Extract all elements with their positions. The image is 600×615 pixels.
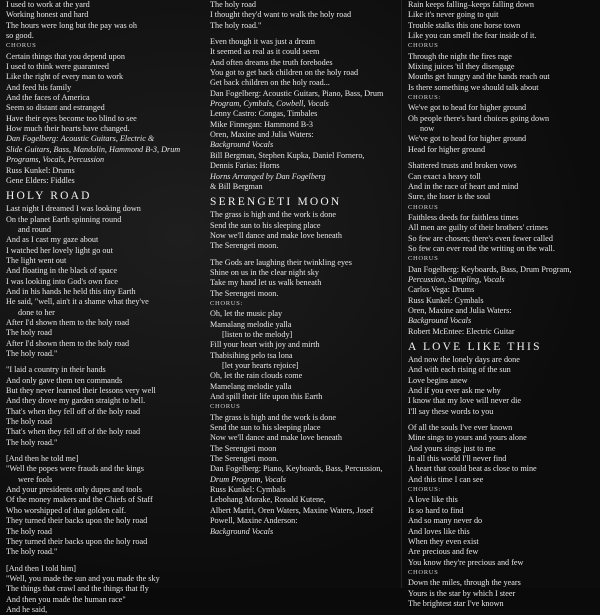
lyric-line: Dan Fogelberg: Keyboards, Bass, Drum Program, xyxy=(408,264,572,274)
lyric-line: It seemed as real as it could seem xyxy=(210,47,320,57)
lyric-line: He said, "well, ain't it a shame what they've xyxy=(6,297,149,307)
lyric-line: A heart that could beat as close to mine xyxy=(408,464,537,474)
lyric-line: Russ Kunkel: Drums xyxy=(6,165,75,175)
lyric-line: Get back children on the holy road... xyxy=(210,78,330,88)
lyric-line: How much their hearts have changed. xyxy=(6,124,130,134)
credit-line: Drum Program, Vocals xyxy=(210,474,286,484)
credit-line: Program, Cymbals, Cowbell, Vocals xyxy=(210,99,329,109)
lyric-line: Now we'll dance and make love beneath xyxy=(210,230,342,240)
lyric-line: Mamalang melodie yalla xyxy=(210,319,292,329)
lyric-line: Take my hand let us walk beneath xyxy=(210,278,322,288)
lyric-line: And often dreams the truth forebodes xyxy=(210,57,333,67)
lyric-line: Dan Fogelberg: Acoustic Guitars, Piano, Bass, Drum xyxy=(210,88,384,98)
credit-line: Horns Arranged by Dan Fogelberg xyxy=(210,171,326,181)
lyric-line-indented: and round xyxy=(18,224,51,234)
lyric-line: And with each rising of the sun xyxy=(408,365,511,375)
lyric-line: Now we'll dance and make love beneath xyxy=(210,433,342,443)
lyrics-column-3 xyxy=(408,0,596,608)
lyric-line: When they even exist xyxy=(408,536,479,546)
lyric-line: The grass is high and the work is done xyxy=(210,412,336,422)
chorus-label: CHORUS xyxy=(210,403,241,411)
lyric-line: The Serengeti moon. xyxy=(210,454,279,464)
lyric-line: The holy road xyxy=(6,526,52,536)
chorus-label: CHORUS: xyxy=(408,94,441,102)
lyric-line: Of the money makers and the Chiefs of Staff xyxy=(6,495,153,505)
lyric-line: Send the sun to his sleeping place xyxy=(210,423,321,433)
lyric-line: The grass is high and the work is done xyxy=(210,210,336,220)
lyric-line: And they drove my garden straight to hell. xyxy=(6,396,146,406)
lyric-line: The hours were long but the pay was oh xyxy=(6,20,137,30)
lyric-line: Shine on us in the clear night sky xyxy=(210,267,319,277)
lyric-line: Like it's never going to quit xyxy=(408,10,499,20)
song-title: A LOVE LIKE THIS xyxy=(408,341,542,353)
lyric-line: I used to work at the yard xyxy=(6,0,90,9)
lyric-line: The Gods are laughing their twinkling eyes xyxy=(210,257,352,267)
lyric-line: Who worshipped of that golden calf. xyxy=(6,505,127,515)
lyric-line: Dan Fogelberg: Piano, Keyboards, Bass, Percussion, xyxy=(210,464,383,474)
lyric-line-indented: [let your hearts rejoice] xyxy=(222,361,299,370)
lyric-line: "Well, you made the sun and you made the sky xyxy=(6,573,160,583)
lyric-line-indented: done to her xyxy=(18,307,55,317)
lyrics-column-2 xyxy=(210,0,400,588)
lyric-line: You know they're precious and few xyxy=(408,557,524,567)
lyric-line: A love like this xyxy=(408,495,458,505)
lyric-line: Have their eyes become too blind to see xyxy=(6,113,137,123)
lyric-line: And then you made the human race" xyxy=(6,594,126,604)
lyric-line: Gene Elders: Fiddles xyxy=(6,175,75,185)
lyric-line: Is there something we should talk about xyxy=(408,82,539,92)
lyric-line: Is so hard to find xyxy=(408,505,464,515)
lyric-line: Oh people there's hard choices going down xyxy=(408,113,550,123)
lyric-line: "Well the popes were frauds and the kings xyxy=(6,464,144,474)
lyric-line: The Serengeti moon. xyxy=(210,241,279,251)
credit-line: Dan Fogelberg: Acoustic Guitars, Electric & xyxy=(6,134,155,144)
lyric-line: Yours is the star by which I steer xyxy=(408,588,516,598)
lyric-line: The brightest star I've known xyxy=(408,598,504,608)
lyric-line: And your presidents only dupes and tools xyxy=(6,485,142,495)
lyric-line: The holy road." xyxy=(6,349,58,358)
lyric-line: That's when they fell off of the holy road xyxy=(6,406,141,416)
lyric-line: After I'd shown them to the holy road xyxy=(6,338,130,348)
chorus-label: CHORUS xyxy=(408,42,439,50)
lyric-line: Mixing juices 'til they disengage xyxy=(408,62,515,72)
lyric-line: And as I cast my gaze about xyxy=(6,235,99,245)
lyric-line: I was looking into God's own face xyxy=(6,276,118,286)
lyric-line: And yours sings just to me xyxy=(408,443,496,453)
lyric-line: I thought they'd want to walk the holy road xyxy=(210,10,352,20)
chorus-label: CHORUS xyxy=(408,203,439,211)
credit-line: Background Vocals xyxy=(408,316,472,326)
lyric-line: Are precious and few xyxy=(408,547,479,557)
lyric-line: Like you can smell the fear inside of it. xyxy=(408,31,537,41)
lyrics-column-1 xyxy=(6,0,192,614)
lyric-line: The holy road xyxy=(6,328,52,338)
lyric-line: Fill your heart with joy and mirth xyxy=(210,340,320,350)
lyric-line: Mine sings to yours and yours alone xyxy=(408,433,527,443)
lyric-line: We've got to head for higher ground xyxy=(408,134,527,144)
lyric-line: Rain keeps falling–keeps falling down xyxy=(408,0,534,9)
chorus-label: CHORUS xyxy=(408,568,439,576)
lyric-line: After I'd shown them to the holy road xyxy=(6,317,130,327)
lyric-line: They turned their backs upon the holy road xyxy=(6,516,148,526)
lyric-line: We've got to head for higher ground xyxy=(408,103,527,113)
lyric-line: And only gave them ten commands xyxy=(6,375,123,385)
credit-line: Background Vocals xyxy=(210,526,274,536)
lyric-line: The holy road xyxy=(210,0,256,9)
lyric-line: Albert Mariri, Oren Waters, Maxine Waters, Josef xyxy=(210,505,374,515)
lyric-line: The Serengeti moon xyxy=(210,443,277,453)
lyric-line: And spill their life upon this Earth xyxy=(210,392,323,402)
lyric-line: The light went out xyxy=(6,255,67,265)
lyric-line: And in his hands he held this tiny Earth xyxy=(6,286,136,296)
lyric-line: Thabisihing pelo tsa lona xyxy=(210,350,293,360)
lyric-line: Oh, let the music play xyxy=(210,309,283,319)
lyric-line: I watched her lovely light go out xyxy=(6,245,113,255)
lyric-line: Shattered trusts and broken vows xyxy=(408,161,517,171)
credit-line: Percussion, Sampling, Vocals xyxy=(408,274,505,284)
lyric-line: Of all the souls I've ever known xyxy=(408,423,513,433)
lyric-line: Lebohang Morake, Ronald Kutene, xyxy=(210,495,326,505)
credit-line: Slide Guitars, Bass, Mandolin, Hammond B-3, Drum xyxy=(6,144,181,154)
lyric-line: The holy road." xyxy=(6,547,58,557)
song-title: SERENGETI MOON xyxy=(210,196,342,209)
lyric-line: I know that my love will never die xyxy=(408,396,522,406)
lyric-line: & Bill Bergman xyxy=(210,181,263,191)
lyric-line: The holy road xyxy=(6,417,52,427)
lyric-line: Can exact a heavy toll xyxy=(408,171,481,181)
lyric-line: The holy road." xyxy=(6,437,58,447)
lyric-line: That's when they fell off of the holy road xyxy=(6,427,141,437)
lyric-line: And so many never do xyxy=(408,516,483,526)
lyric-line: Carlos Vega: Drums xyxy=(408,285,475,295)
lyric-line: Mouths get hungry and the hands reach out xyxy=(408,72,550,82)
lyric-line: Seem so distant and estranged xyxy=(6,103,105,113)
lyric-line: [And then he told me] xyxy=(6,454,79,464)
chorus-label: CHORUS: xyxy=(408,486,441,494)
credit-line: Programs, Vocals, Percussion xyxy=(6,155,105,165)
lyric-line: Head for higher ground xyxy=(408,144,486,154)
lyric-line: And this time I can see xyxy=(408,474,484,484)
lyric-line: And floating in the black of space xyxy=(6,266,117,276)
lyric-line: Russ Kunkel: Cymbals xyxy=(210,485,286,495)
lyric-line: Like the right of every man to work xyxy=(6,72,124,82)
lyric-line: so good. xyxy=(6,31,34,41)
lyric-line: Mike Finnegan: Hammond B-3 xyxy=(210,119,314,129)
lyric-line: You got to get back children on the holy road xyxy=(210,68,359,78)
lyric-line: And the faces of America xyxy=(6,93,90,103)
lyric-line: Faithless deeds for faithless times xyxy=(408,212,519,222)
lyric-line: Oh, let the rain clouds come xyxy=(210,371,303,381)
lyric-line: Sure, the loser is the soul xyxy=(408,192,491,202)
lyric-line: I'll say these words to you xyxy=(408,406,494,416)
lyric-line: Working honest and hard xyxy=(6,10,89,20)
lyric-line: So few can ever read the writing on the wall. xyxy=(408,243,555,253)
lyric-line: Even though it was just a dream xyxy=(210,37,316,47)
lyric-line-indented: were fools xyxy=(18,474,53,484)
lyric-line: Lenny Castro: Congas, Timbales xyxy=(210,109,318,119)
lyric-line: Through the night the fires rage xyxy=(408,51,512,61)
lyric-line: And if you ever ask me why xyxy=(408,386,501,396)
lyric-line: All men are guilty of their brothers' crimes xyxy=(408,223,548,233)
lyric-line: The holy road." xyxy=(210,20,262,30)
lyric-line: Send the sun to his sleeping place xyxy=(210,220,321,230)
chorus-label: CHORUS xyxy=(6,42,37,50)
chorus-label: CHORUS xyxy=(408,255,439,263)
lyric-line: Mamelang melodie yalla xyxy=(210,381,292,391)
lyric-line: Powell, Maxine Anderson: xyxy=(210,516,298,526)
page-fold-divider xyxy=(400,0,403,588)
lyric-line-indented: [listen to the melody] xyxy=(222,329,293,339)
lyric-line: Last night I dreamed I was looking down xyxy=(6,204,141,214)
lyric-line: They turned their backs upon the holy road xyxy=(6,536,148,546)
lyric-line: Trouble stalks this one horse town xyxy=(408,20,521,30)
lyric-line: Russ Kunkel: Cymbals xyxy=(408,295,484,305)
lyric-line: And now the lonely days are done xyxy=(408,355,520,364)
lyric-line: I used to think were guaranteed xyxy=(6,62,109,72)
lyric-line: In all this world I'll never find xyxy=(408,454,507,464)
lyric-line: Love begins anew xyxy=(408,375,468,385)
lyric-line: The things that crawl and the things that fly xyxy=(6,584,149,594)
lyric-line: Oren, Maxine and Julia Waters: xyxy=(408,305,512,315)
lyric-line: [And then I told him] xyxy=(6,563,77,573)
lyric-line: Bill Bergman, Stephen Kupka, Daniel Fornero, xyxy=(210,150,365,160)
lyric-line: Dennis Farias: Horns xyxy=(210,161,280,171)
lyric-line: But they never learned their lessons very well xyxy=(6,386,156,396)
lyric-line: Oren, Maxine and Julia Waters: xyxy=(210,130,314,140)
chorus-label: CHORUS: xyxy=(210,299,243,307)
lyric-line: And in the race of heart and mind xyxy=(408,181,519,191)
lyric-line-indented: now xyxy=(420,124,435,134)
lyric-line: So few are chosen; there's even fewer called xyxy=(408,233,553,243)
lyric-line: Robert McEntee: Electric Guitar xyxy=(408,326,515,336)
song-title: HOLY ROAD xyxy=(6,190,92,203)
lyric-line: And he said, xyxy=(6,604,48,614)
lyric-line: On the planet Earth spinning round xyxy=(6,214,122,224)
lyric-line: And feed his family xyxy=(6,82,72,92)
lyric-line: The Serengeti moon. xyxy=(210,288,279,298)
credit-line: Background Vocals xyxy=(210,140,274,150)
lyric-line: Down the miles, through the years xyxy=(408,578,521,588)
lyric-line: And loves like this xyxy=(408,526,470,536)
lyric-line: Certain things that you depend upon xyxy=(6,51,125,61)
lyric-line: "I laid a country in their hands xyxy=(6,365,106,375)
